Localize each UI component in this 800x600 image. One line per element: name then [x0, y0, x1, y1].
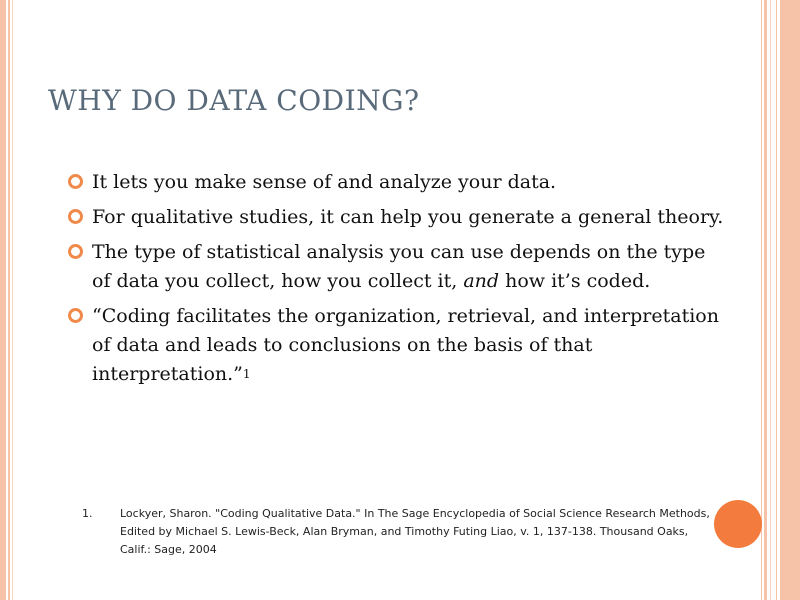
bullet-text: It lets you make sense of and analyze your data.: [92, 171, 557, 193]
right-border-stripe: [776, 0, 777, 600]
bullet-text-part: how it’s coded.: [499, 270, 651, 292]
footnote-citation: Lockyer, Sharon. "Coding Qualitative Data." In The Sage Encyclopedia of Social Science Research Methods, Edited by Michael S. Lewis-Beck, Alan Bryman, and Timothy Futing Liao, v. 1, 137-138. Thousand Oaks, Calif.: Sage, 2004: [120, 507, 710, 556]
bullet-item: [68, 238, 728, 296]
right-border-stripe: [764, 0, 767, 600]
bullet-list: [68, 168, 728, 395]
footnote-marker: 1: [242, 367, 251, 381]
bullet-text-part: The type of statistical analysis you can use depends on the type of data you collect, how you collect it,: [92, 241, 706, 292]
footnote: [82, 505, 722, 559]
bullet-ring-icon: [68, 174, 83, 189]
left-border-stripe: [12, 0, 13, 600]
left-border-stripe: [0, 0, 6, 600]
bullet-ring-icon: [68, 244, 83, 259]
bullet-emphasis: and: [463, 270, 500, 292]
bullet-item: [68, 168, 728, 197]
bullet-text: For qualitative studies, it can help you generate a general theory.: [92, 206, 724, 228]
orange-circle-decoration: [714, 500, 762, 548]
bullet-ring-icon: [68, 308, 83, 323]
slide-title: WHY DO DATA CODING?: [48, 84, 420, 117]
right-border-stripe: [761, 0, 762, 600]
bullet-quote: “Coding facilitates the organization, retrieval, and interpretation of data and leads to conclusions on the basis of that interpretation.”: [92, 305, 719, 385]
bullet-item: [68, 302, 728, 389]
right-border-stripe: [780, 0, 800, 600]
right-border-stripe: [770, 0, 771, 600]
footnote-number: 1.: [82, 507, 93, 520]
bullet-item: [68, 203, 728, 232]
bullet-ring-icon: [68, 209, 83, 224]
left-border-stripe: [8, 0, 10, 600]
